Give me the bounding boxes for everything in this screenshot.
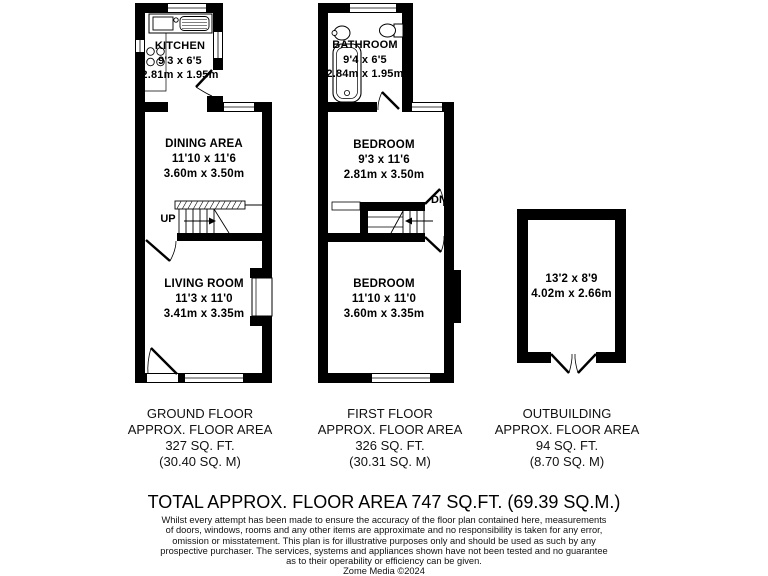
double-door-icon [551, 354, 596, 373]
room-size-imperial: 11'10 x 11'6 [171, 153, 237, 165]
room-size-metric: 2.81m x 1.95m [141, 69, 219, 81]
bathroom-label [318, 38, 412, 82]
room-size-metric: 2.84m x 1.95m [326, 68, 404, 80]
media-credit: Zome Media ©2024 [343, 566, 425, 576]
staircase-down-icon [368, 211, 433, 233]
room-name: KITCHEN [154, 40, 206, 52]
outbuilding-room-label [519, 272, 624, 302]
room-size-metric: 2.81m x 3.50m [343, 169, 425, 181]
room-size-imperial: 13'2 x 8'9 [545, 273, 598, 285]
outbuilding-caption: OUTBUILDING APPROX. FLOOR AREA 94 SQ. FT. (8.70 SQ. M) [487, 406, 647, 470]
room-size-metric: 3.60m x 3.50m [163, 168, 245, 180]
stairs-down-label: DN [431, 194, 447, 206]
floor-area-metric: (30.31 SQ. M) [349, 454, 431, 469]
room-size-metric: 3.41m x 3.35m [163, 308, 245, 320]
room-size-metric: 3.60m x 3.35m [343, 308, 425, 320]
room-name: LIVING ROOM [164, 278, 244, 290]
floor-area-imperial: 326 SQ. FT. [355, 438, 425, 453]
room-name: BEDROOM [353, 139, 415, 151]
floor-area-metric: (8.70 SQ. M) [529, 454, 605, 469]
dining-area-label [145, 137, 263, 182]
kitchen-sink-icon [149, 14, 212, 33]
floor-area-imperial: 327 SQ. FT. [165, 438, 235, 453]
disclaimer-text: Whilst every attempt has been made to ensure the accuracy of the floor plan contained here, measurements of doors, windows, rooms and any other items are approximate and no responsibility is taken for any error, omission or misstatement. This plan is for illustrative purposes only and should be used as such by any prospective purchaser. The services, systems and appliances shown have not been tested and no guarantee as to their operability or efficiency can be given. Zome Media ©2024 [0, 515, 768, 576]
room-name: BATHROOM [332, 39, 398, 51]
floor-name: OUTBUILDING [522, 406, 612, 421]
room-size-imperial: 11'10 x 11'0 [351, 293, 417, 305]
bedroom-back-label [325, 277, 443, 322]
floor-name: GROUND FLOOR [146, 406, 254, 421]
toilet-icon [380, 24, 404, 37]
chimney-breast [444, 270, 461, 323]
room-size-imperial: 9'3 x 6'5 [158, 54, 202, 67]
stairs-up-label: UP [160, 213, 176, 225]
room-size-imperial: 11'3 x 11'0 [175, 293, 233, 305]
room-size-imperial: 9'4 x 6'5 [343, 53, 387, 66]
total-floor-area: TOTAL APPROX. FLOOR AREA 747 SQ.FT. (69.39 SQ.M.) [147, 492, 621, 512]
bedroom-front-label [325, 138, 443, 183]
stair-landing-shelf [332, 202, 360, 210]
floor-area-metric: (30.40 SQ. M) [159, 454, 241, 469]
staircase-up-icon [175, 201, 263, 233]
living-room-label [145, 277, 263, 322]
room-name: DINING AREA [165, 138, 243, 150]
floor-name: FIRST FLOOR [347, 406, 433, 421]
room-size-imperial: 9'3 x 11'6 [358, 154, 410, 166]
floor-area-imperial: 94 SQ. FT. [535, 438, 599, 453]
first-floor-caption: FIRST FLOOR APPROX. FLOOR AREA 326 SQ. FT. (30.31 SQ. M) [310, 406, 470, 470]
kitchen-label [133, 39, 227, 83]
ground-floor-caption: GROUND FLOOR APPROX. FLOOR AREA 327 SQ. FT. (30.40 SQ. M) [120, 406, 280, 470]
room-size-metric: 4.02m x 2.66m [531, 288, 612, 300]
room-name: BEDROOM [353, 278, 415, 290]
